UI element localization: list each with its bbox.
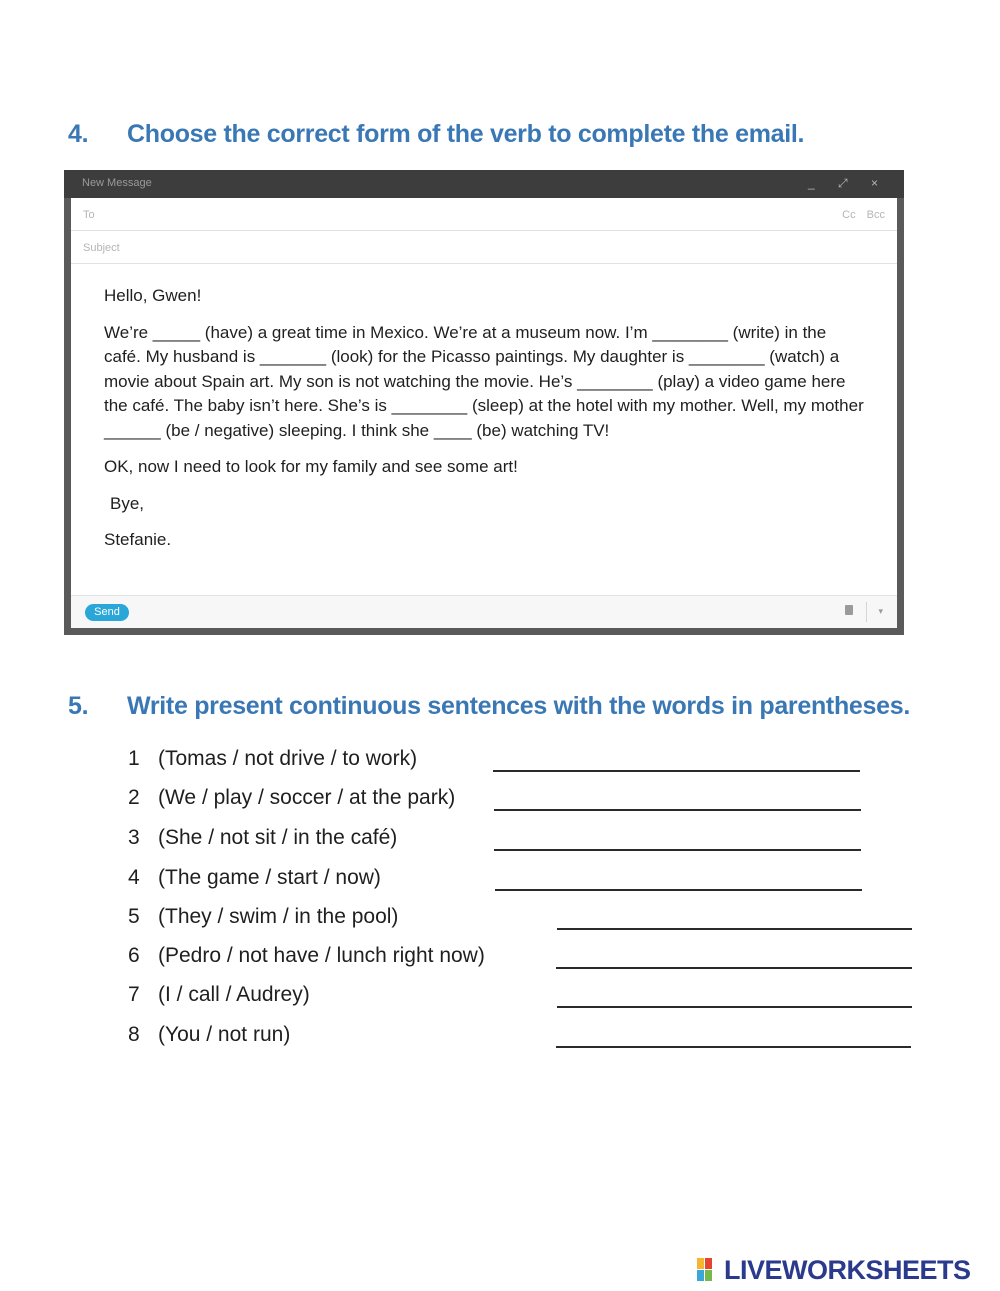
item-prompt: (We / play / soccer / at the park) [158,786,456,809]
window-controls[interactable]: _ ⤢ × [808,176,888,190]
logo-blocks-icon [697,1258,721,1282]
answer-line[interactable] [557,928,912,930]
subject-label: Subject [83,242,120,254]
item-prompt: (She / not sit / in the café) [158,826,398,849]
email-window-title: New Message [82,177,152,189]
email-signoff: Bye, [110,493,145,513]
chevron-down-icon[interactable]: ▾ [878,606,883,616]
logo-wordmark: LIVEWORKSHEETS [724,1255,971,1285]
item-number: 5 [128,905,140,928]
item-prompt: (They / swim / in the pool) [158,905,399,928]
item-prompt: (Pedro / not have / lunch right now) [158,944,485,967]
cc-bcc-links[interactable]: Cc Bcc [842,209,885,221]
item-prompt: (I / call / Audrey) [158,983,310,1006]
answer-line[interactable] [556,1046,911,1048]
to-field[interactable] [71,198,897,231]
exercise-4-number: 4. [68,120,89,148]
exercise-5-number: 5. [68,692,89,720]
email-footer [71,595,897,628]
answer-line[interactable] [494,849,861,851]
item-number: 6 [128,944,140,967]
answer-line[interactable] [494,809,861,811]
exercise-5-instruction: Write present continuous sentences with the words in parentheses. [127,692,910,720]
email-paragraph: We’re _____ (have) a great time in Mexico. We’re at a museum now. I’m ________ (write) in the café. My husband is _______ (look) for the Picasso paintings. My daughter is ________ (watch) a movie about Spain art. My son is not watching the movie. He’s ________ (play) a video game here the café. The baby isn’t here. She’s is ________ (sleep) at the hotel with my mother. Well, my mother ______ (be / negative) sleeping. I think she ____ (be) watching TV! [104,322,864,440]
email-signature: Stefanie. [104,530,172,549]
item-number: 7 [128,983,140,1006]
trash-icon[interactable] [845,605,853,615]
exercise-4-instruction: Choose the correct form of the verb to complete the email. [127,120,805,148]
subject-field[interactable] [71,231,897,264]
email-compose-area [71,198,897,628]
item-number: 8 [128,1023,140,1046]
item-prompt: (Tomas / not drive / to work) [158,747,418,770]
to-label: To [83,209,95,221]
email-closing: OK, now I need to look for my family and see some art! [104,457,518,476]
answer-line[interactable] [557,1006,912,1008]
item-prompt: (You / not run) [158,1023,291,1046]
email-body [104,284,864,553]
email-window [64,170,904,635]
item-number: 1 [128,747,140,770]
send-button[interactable]: Send [85,604,129,621]
answer-line[interactable] [493,770,860,772]
exercise-5-heading [68,692,910,721]
answer-line[interactable] [495,889,862,891]
exercise-4-heading [68,120,804,149]
item-number: 4 [128,866,140,889]
answer-line[interactable] [556,967,912,969]
item-number: 2 [128,786,140,809]
item-number: 3 [128,826,140,849]
email-greeting: Hello, Gwen! [104,286,202,305]
item-prompt: (The game / start / now) [158,866,381,889]
footer-divider [866,602,867,622]
email-titlebar [64,170,904,198]
